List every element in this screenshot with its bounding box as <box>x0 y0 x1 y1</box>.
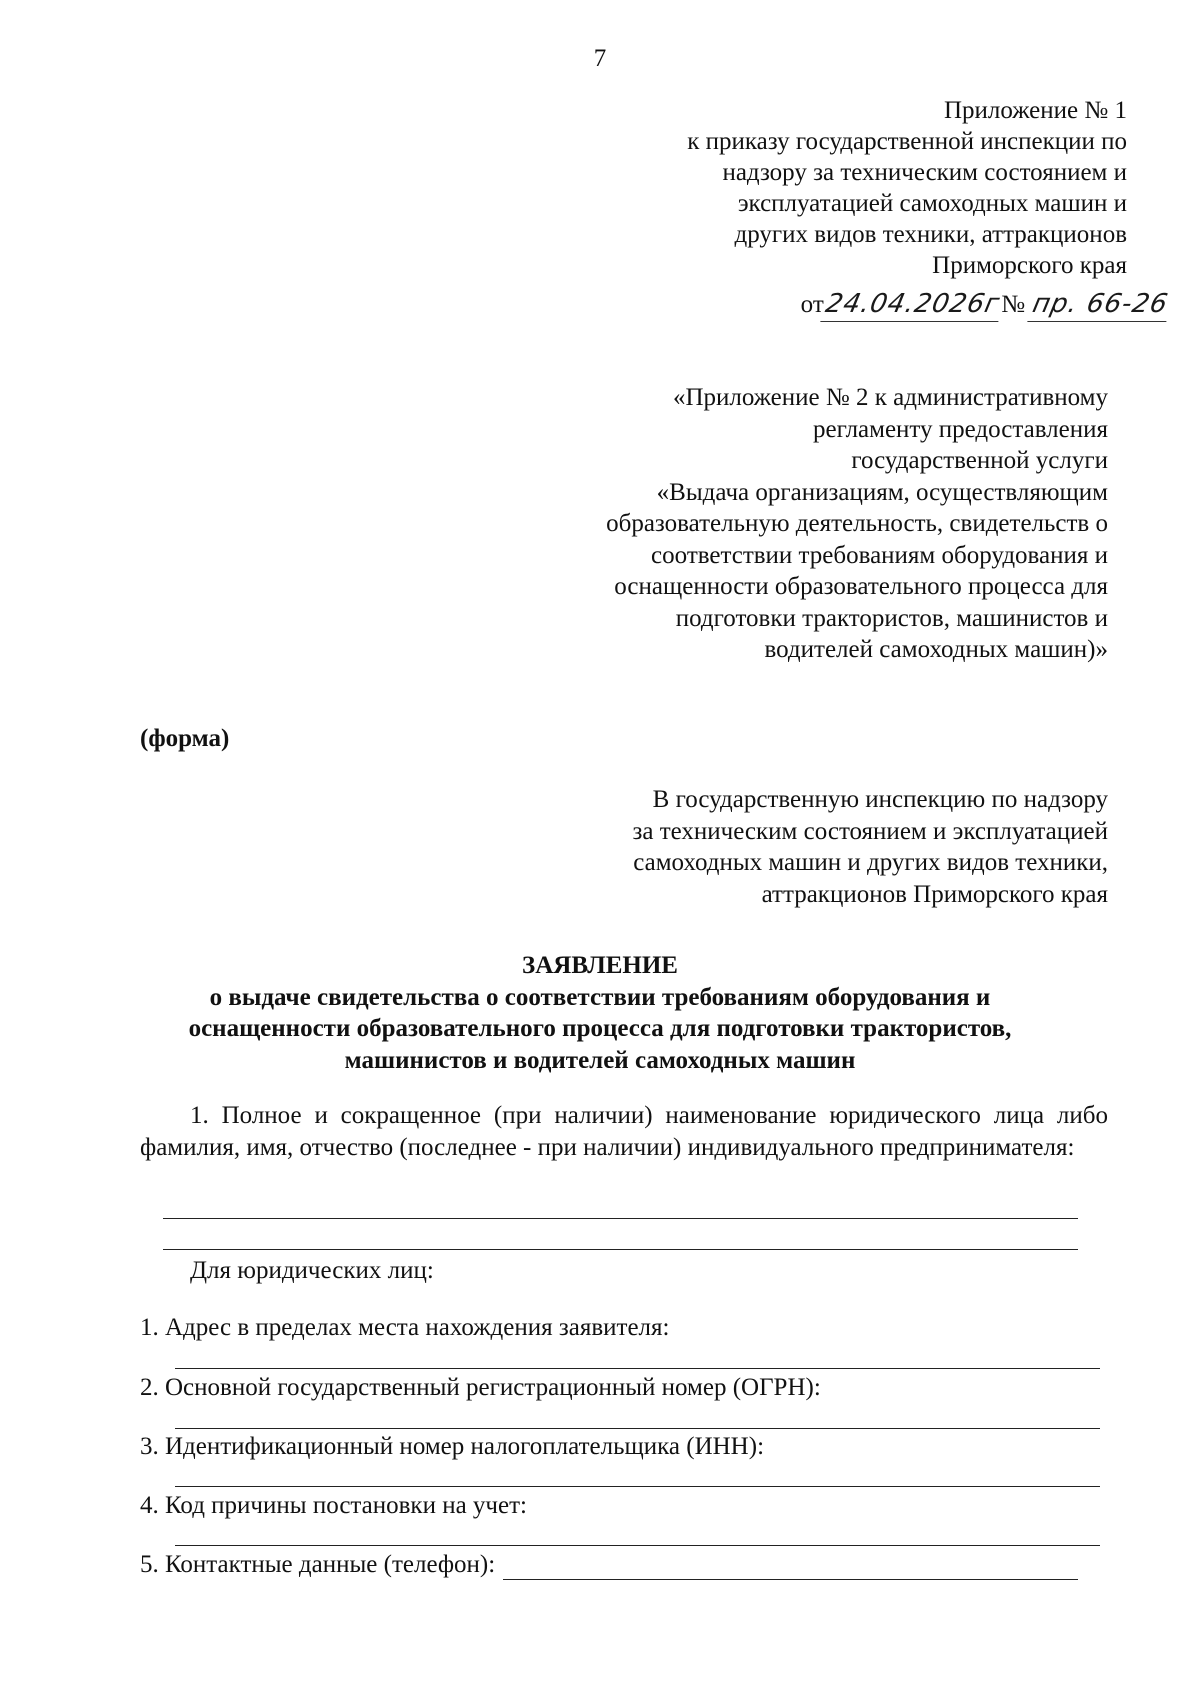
form-label: (форма) <box>140 725 230 752</box>
addressee-block <box>548 784 1108 910</box>
appendix2-line: оснащенности образовательного процесса для <box>614 573 1108 600</box>
name-blank-line-2[interactable] <box>163 1249 1078 1250</box>
kpp-label: 4. Код причины постановки на учет: <box>140 1492 527 1519</box>
appendix2-line: образовательную деятельность, свидетельств о <box>606 510 1108 537</box>
appendix2-header <box>548 382 1108 666</box>
page-number: 7 <box>593 45 607 72</box>
date-prefix: от <box>800 291 824 318</box>
order-date-number <box>801 287 1170 322</box>
appendix2-line: «Выдача организациям, осуществляющим <box>656 478 1108 506</box>
document-title <box>140 950 1060 1076</box>
addressee-line: самоходных машин и других видов техники, <box>633 849 1108 876</box>
appendix1-line: эксплуатацией самоходных машин и <box>737 190 1127 217</box>
number-prefix: № <box>1001 291 1026 318</box>
appendix1-line: надзору за техническим состоянием и <box>722 159 1127 186</box>
ogrn-field[interactable] <box>175 1428 1100 1429</box>
title-subtitle-line: машинистов и водителей самоходных машин <box>344 1046 856 1074</box>
inn-field[interactable] <box>175 1486 1100 1487</box>
appendix2-line: соответствии требованиям оборудования и <box>651 541 1108 569</box>
ogrn-label: 2. Основной государственный регистрационный номер (ОГРН): <box>140 1374 821 1401</box>
appendix2-line: государственной услуги <box>851 447 1108 474</box>
handwritten-date: 24.04.2026г <box>820 287 1005 322</box>
contact-label: 5. Контактные данные (телефон): <box>140 1551 496 1578</box>
appendix1-line: Приложение № 1 <box>943 97 1127 124</box>
address-field[interactable] <box>175 1368 1100 1369</box>
inn-label: 3. Идентификационный номер налогоплательщика (ИНН): <box>140 1433 765 1460</box>
appendix1-header <box>607 95 1127 281</box>
appendix1-line: к приказу государственной инспекции по <box>687 128 1127 155</box>
appendix2-line: водителей самоходных машин)» <box>764 636 1108 663</box>
appendix1-line: Приморского края <box>932 252 1127 279</box>
appendix2-line: подготовки трактористов, машинистов и <box>675 604 1108 632</box>
address-label: 1. Адрес в пределах места нахождения заявителя: <box>140 1314 670 1341</box>
handwritten-number: пр. 66-26 <box>1028 287 1174 322</box>
appendix1-line: других видов техники, аттракционов <box>734 221 1127 248</box>
title-heading: ЗАЯВЛЕНИЕ <box>522 952 678 979</box>
kpp-field[interactable] <box>175 1545 1100 1546</box>
contact-row <box>140 1550 1078 1580</box>
addressee-line: аттракционов Приморского края <box>761 880 1108 908</box>
legal-entities-heading: Для юридических лиц: <box>190 1257 434 1284</box>
item1-paragraph <box>140 1100 1108 1163</box>
contact-phone-field[interactable] <box>503 1555 1078 1580</box>
addressee-line: за техническим состоянием и эксплуатацией <box>632 817 1108 845</box>
appendix2-line: регламенту предоставления <box>812 415 1108 443</box>
name-blank-line-1[interactable] <box>163 1218 1078 1219</box>
title-subtitle-line: оснащенности образовательного процесса для подготовки трактористов, <box>188 1015 1012 1042</box>
item1-text: 1. Полное и сокращенное (при наличии) наименование юридического лица либо фамилия, имя, отчество (последнее - при наличии) индивидуального предпринимателя: <box>140 1102 1108 1161</box>
addressee-line: В государственную инспекцию по надзору <box>652 786 1108 813</box>
title-subtitle-line: о выдаче свидетельства о соответствии требованиям оборудования и <box>209 983 991 1011</box>
appendix2-line: «Приложение № 2 к административному <box>672 384 1108 411</box>
